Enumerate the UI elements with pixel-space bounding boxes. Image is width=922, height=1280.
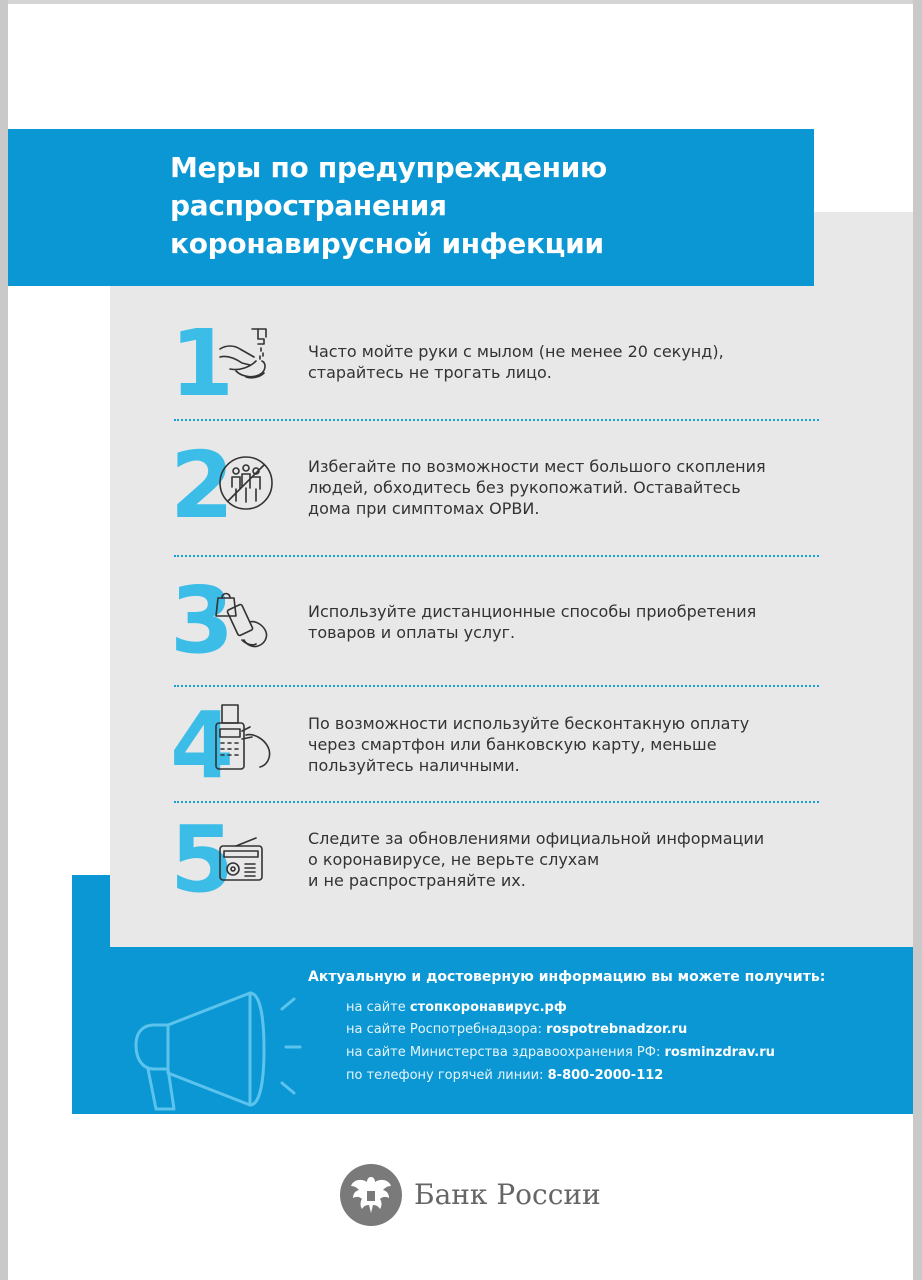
page-frame-left — [0, 0, 8, 1280]
radio-icon — [218, 836, 264, 889]
step-text: Часто мойте руки с мылом (не менее 20 секунд), старайтесь не трогать лицо. — [308, 342, 724, 382]
page-title — [170, 149, 607, 263]
step-number: 2 — [170, 432, 231, 539]
step-number: 4 — [170, 692, 231, 799]
separator — [174, 419, 819, 421]
hotline-phone[interactable]: 8-800-2000-112 — [547, 1068, 664, 1083]
info-website-rosminzdrav: на сайте Министерства здравоохранения РФ: rosminzdrav.ru — [346, 1045, 775, 1060]
step-text: Следите за обновлениями официальной информации о коронавирусе, не верьте слухам и не распространяйте их. — [308, 829, 765, 890]
info-website-stopcoronavirus: на сайте стопкоронавирус.рф — [346, 1000, 567, 1015]
title-line-2: распространения — [170, 189, 447, 222]
phone-shopping-icon — [214, 590, 276, 653]
step-number: 3 — [170, 567, 231, 674]
step-text: Используйте дистанционные способы приобретения товаров и оплаты услуг. — [308, 602, 757, 642]
stopcoronavirus-link[interactable]: стопкоронавирус.рф — [409, 1000, 567, 1015]
title-line-1: Меры по предупреждению — [170, 151, 607, 184]
bank-of-russia-emblem-icon — [339, 1163, 403, 1232]
step-text: По возможности используйте бесконтакную оплату через смартфон или банковскую карту, меньше пользуйтесь наличными. — [308, 714, 750, 775]
info-heading: Актуальную и достоверную информацию вы можете получить: — [308, 969, 826, 985]
step-text: Избегайте по возможности мест большого скопления людей, обходитесь без рукопожатий. Оставайтесь дома при симптомах ОРВИ. — [308, 457, 766, 518]
page-frame-top — [0, 0, 922, 4]
info-hotline: по телефону горячей линии: 8-800-2000-112 — [346, 1068, 664, 1083]
no-crowd-icon — [218, 455, 274, 516]
title-line-3: коронавирусной инфекции — [170, 227, 604, 260]
step-number: 1 — [170, 310, 231, 417]
separator — [174, 801, 819, 803]
megaphone-icon — [132, 987, 302, 1114]
contactless-payment-icon — [212, 703, 278, 778]
separator — [174, 685, 819, 687]
step-number: 5 — [170, 806, 231, 913]
bank-name: Банк России — [414, 1178, 601, 1211]
hand-washing-icon — [216, 325, 272, 392]
separator — [174, 555, 819, 557]
page-frame-right — [913, 0, 922, 1280]
info-website-rospotrebnadzor: на сайте Роспотребнадзора: rospotrebnadzor.ru — [346, 1022, 688, 1037]
rosminzdrav-link[interactable]: rosminzdrav.ru — [664, 1045, 775, 1060]
rospotrebnadzor-link[interactable]: rospotrebnadzor.ru — [546, 1022, 688, 1037]
